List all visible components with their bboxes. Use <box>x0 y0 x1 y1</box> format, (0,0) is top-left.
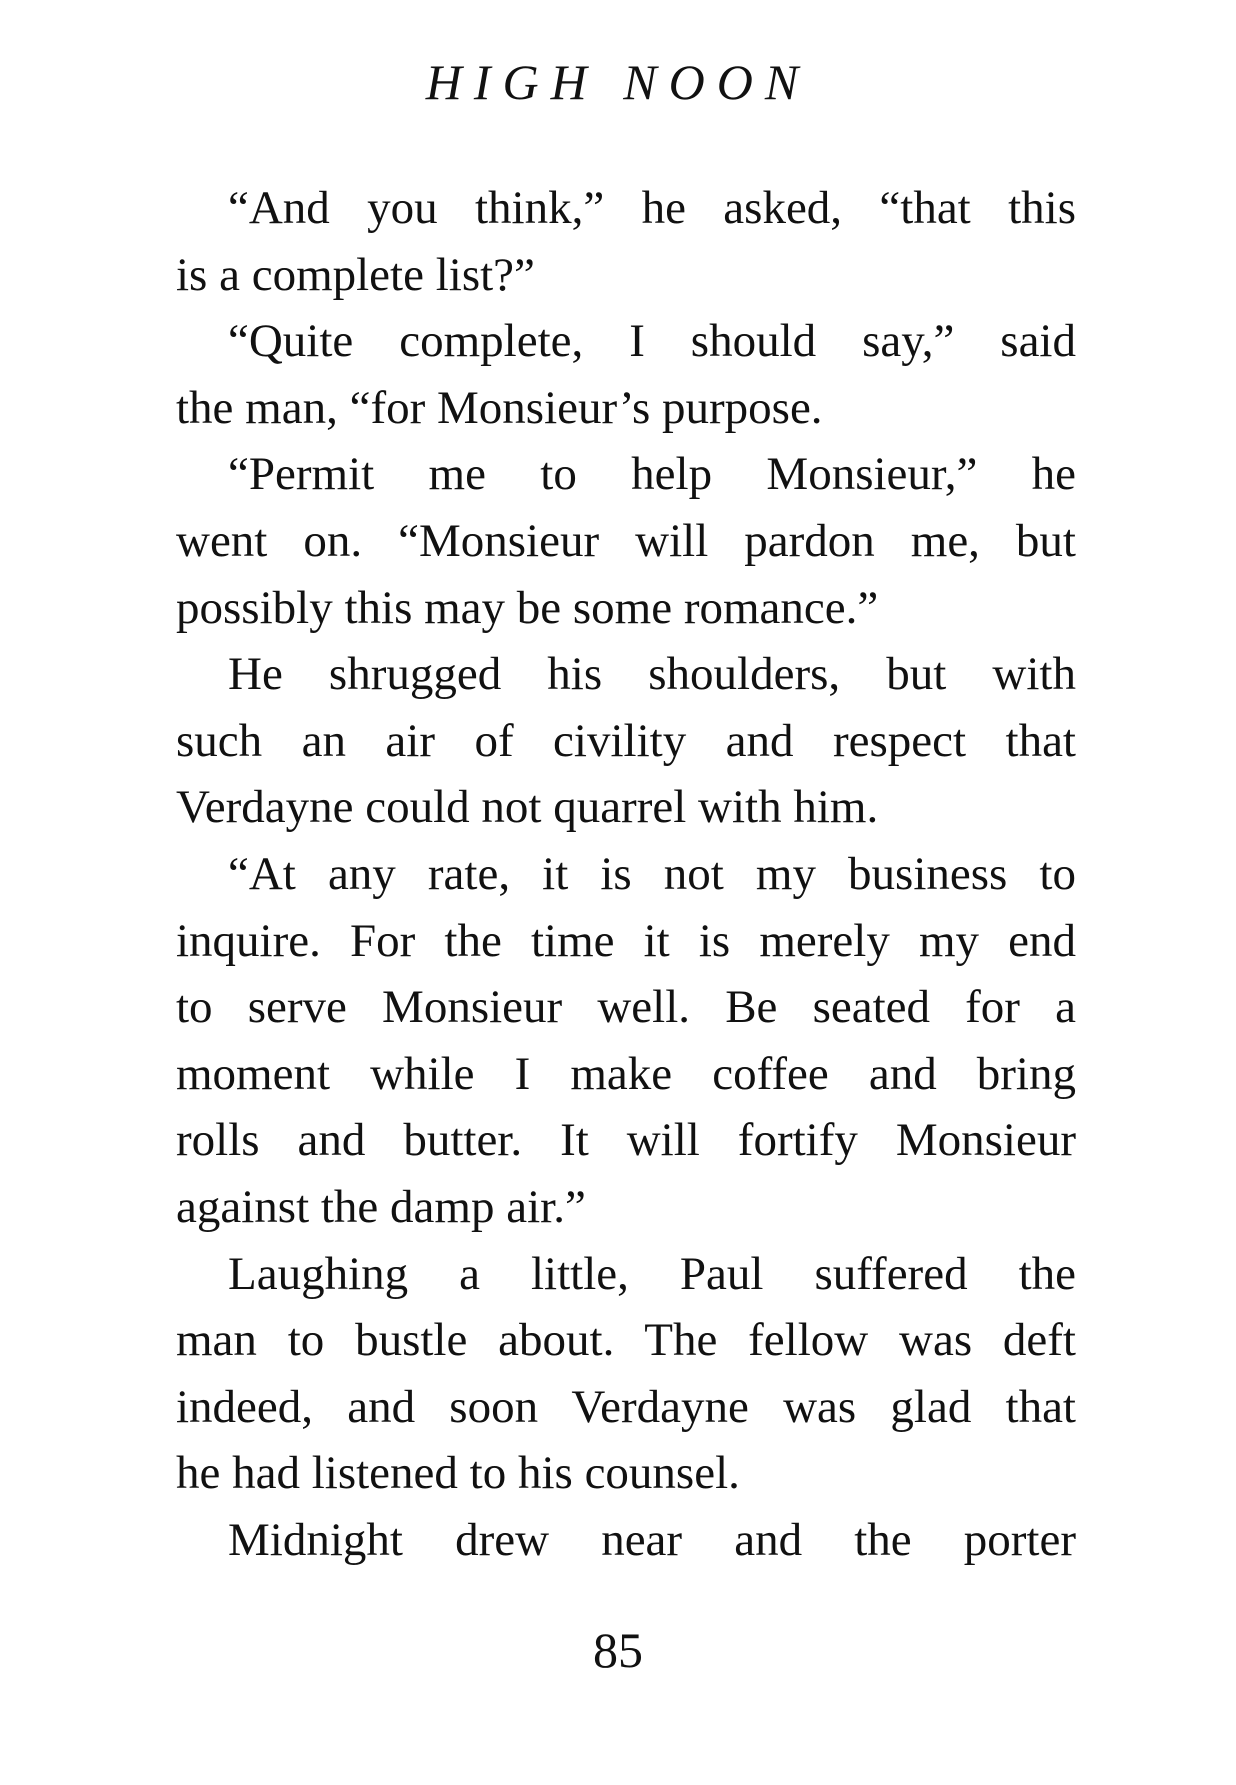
text-line: possibly this may be some romance.” <box>176 581 879 634</box>
text-line: against the damp air.” <box>176 1180 586 1233</box>
running-head: HIGH NOON <box>425 54 811 110</box>
text-line: is a complete list?” <box>176 248 535 301</box>
page-number: 85 <box>593 1622 643 1678</box>
text-line: Midnight drew near and the porter <box>228 1513 1076 1566</box>
text-line: the man, “for Monsieur’s purpose. <box>176 381 823 434</box>
text-line: “Quite complete, I should say,” said <box>228 315 1076 368</box>
text-line: “And you think,” he asked, “that this <box>228 182 1076 234</box>
text-line: rolls and butter. It will fortify Monsieur <box>176 1114 1076 1167</box>
text-line: “Permit me to help Monsieur,” he <box>228 448 1076 501</box>
text-line: “At any rate, it is not my business to <box>228 847 1076 900</box>
text-line: man to bustle about. The fellow was deft <box>176 1314 1076 1367</box>
text-line: such an air of civility and respect that <box>176 714 1076 767</box>
text-line: moment while I make coffee and bring <box>176 1047 1076 1100</box>
text-line: He shrugged his shoulders, but with <box>228 648 1076 701</box>
text-line: he had listened to his counsel. <box>176 1447 740 1500</box>
body-text <box>176 175 1076 1573</box>
text-line: inquire. For the time it is merely my end <box>176 914 1076 967</box>
text-line: went on. “Monsieur will pardon me, but <box>176 514 1076 567</box>
text-line: Laughing a little, Paul suffered the <box>228 1247 1076 1300</box>
text-line: to serve Monsieur well. Be seated for a <box>176 981 1076 1034</box>
text-line: Verdayne could not quarrel with him. <box>176 781 879 834</box>
text-line: indeed, and soon Verdayne was glad that <box>176 1380 1076 1433</box>
